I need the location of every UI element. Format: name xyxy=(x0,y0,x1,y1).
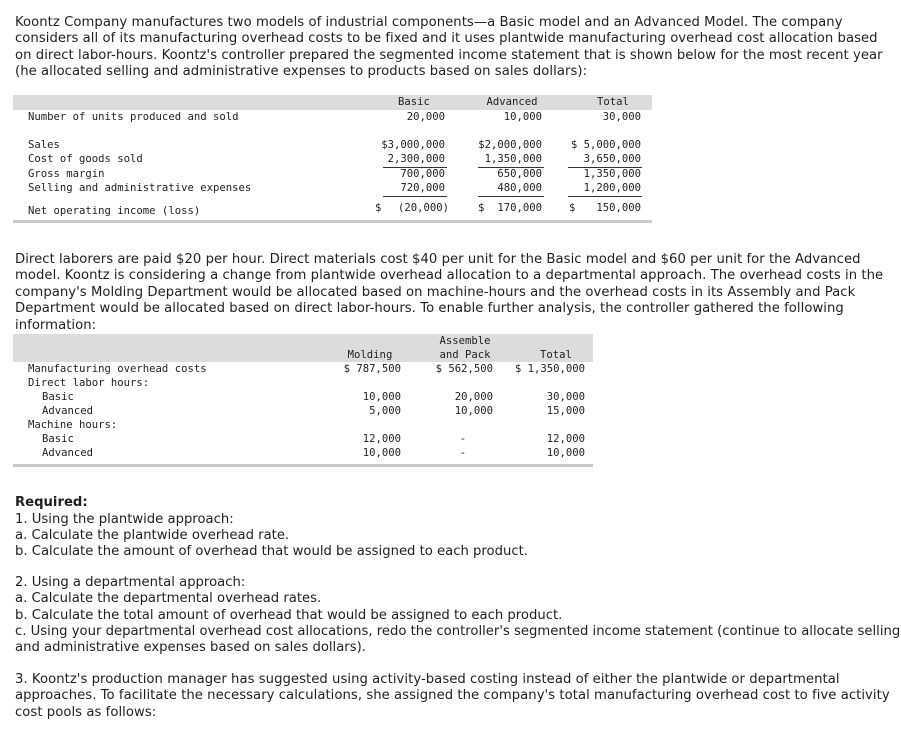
dlh-basic-molding: 10,000 xyxy=(362,391,401,403)
mh-advanced-total: 10,000 xyxy=(546,447,585,459)
net-advanced-sign: $ xyxy=(478,202,485,214)
col-header-total: Total xyxy=(540,349,572,361)
required-line: c. Using your departmental overhead cost allocations, redo the controller's segmented income statement (continue to allocate selling xyxy=(15,624,901,639)
table-header-band xyxy=(13,334,593,362)
units-label: Number of units produced and sold xyxy=(28,111,239,123)
overhead-label: Manufacturing overhead costs xyxy=(28,363,207,375)
col-header-basic: Basic xyxy=(398,96,430,108)
dlh-basic-assemble: 20,000 xyxy=(454,391,493,403)
row-label-sales: Sales xyxy=(28,139,60,151)
underline xyxy=(568,196,642,197)
department-overhead-table xyxy=(13,333,593,473)
intro-paragraph: Koontz Company manufactures two models of industrial components—a Basic model and an Advanced Model. The company considers all of its manufacturing overhead costs to be fixed and it uses plantwide manufacturing overhead cost allocation based on direct labor-hours. Koontz's controller prepared the segmented income statement that is shown below for the most recent year (he allocated selling and administrative expenses to products based on sales dollars): xyxy=(15,15,883,80)
dlh-advanced-label: Advanced xyxy=(42,405,94,417)
mh-label: Machine hours: xyxy=(28,419,118,431)
table-bottom-rule xyxy=(13,464,593,467)
income-statement-table xyxy=(13,95,652,224)
overhead-assemble: $ 562,500 xyxy=(435,363,493,375)
required-line: 1. Using the plantwide approach: xyxy=(15,512,234,527)
sales-advanced: $2,000,000 xyxy=(478,139,542,151)
col-header-advanced: Advanced xyxy=(486,96,538,108)
mh-advanced-assemble: - xyxy=(459,447,467,459)
required-line: a. Calculate the plantwide overhead rate. xyxy=(15,528,290,543)
question-3: 3. Koontz's production manager has suggested using activity-based costing instead of either the plantwide or departmental approaches. To facilitate the necessary calculations, she assigned the company's total manufacturing overhead cost to five activity cost pools as follows: xyxy=(15,672,890,720)
overhead-total: $ 1,350,000 xyxy=(514,363,585,375)
cogs-advanced: 1,350,000 xyxy=(484,153,542,165)
net-basic-sign: $ xyxy=(375,202,382,214)
underline xyxy=(383,196,447,197)
sales-basic: $3,000,000 xyxy=(381,139,445,151)
paragraph-2: Direct laborers are paid $20 per hour. Direct materials cost $40 per unit for the Basic model and $60 per unit for the Advanced model. Koontz is considering a change from plantwide overhead allocation to a departmental approach. The overhead costs in the company's Molding Department would be allocated based on machine-hours and the overhead costs in its Assembly and Pack Department would be allocated based on direct labor-hours. To enable further analysis, the controller gathered the following information: xyxy=(15,252,884,333)
required-line: and administrative expenses based on sales dollars). xyxy=(15,640,366,655)
table-bottom-rule xyxy=(13,220,652,223)
dlh-advanced-total: 15,000 xyxy=(546,405,585,417)
mh-advanced-label: Advanced xyxy=(42,447,94,459)
required-line: b. Calculate the amount of overhead that would be assigned to each product. xyxy=(15,544,528,559)
sales-total: $ 5,000,000 xyxy=(570,139,641,151)
mh-basic-label: Basic xyxy=(42,433,74,445)
row-label-gross-margin: Gross margin xyxy=(28,168,105,180)
overhead-molding: $ 787,500 xyxy=(343,363,401,375)
mh-basic-total: 12,000 xyxy=(546,433,585,445)
required-heading: Required: xyxy=(15,495,88,510)
dlh-advanced-assemble: 10,000 xyxy=(454,405,493,417)
net-total-sign: $ xyxy=(569,202,576,214)
row-label-net-income: Net operating income (loss) xyxy=(28,205,201,217)
units-basic: 20,000 xyxy=(406,111,445,123)
required-line: 2. Using a departmental approach: xyxy=(15,575,246,590)
required-line: a. Calculate the departmental overhead rates. xyxy=(15,591,322,606)
dlh-basic-total: 30,000 xyxy=(546,391,585,403)
col-header-molding: Molding xyxy=(347,349,393,361)
cogs-basic: 2,300,000 xyxy=(387,153,445,165)
sga-advanced: 480,000 xyxy=(497,182,542,194)
dlh-basic-label: Basic xyxy=(42,391,74,403)
gm-basic: 700,000 xyxy=(400,168,445,180)
units-total: 30,000 xyxy=(602,111,641,123)
underline xyxy=(478,196,544,197)
net-advanced: 170,000 xyxy=(497,202,542,214)
net-total: 150,000 xyxy=(596,202,641,214)
mh-basic-assemble: - xyxy=(459,433,467,445)
cogs-total: 3,650,000 xyxy=(583,153,641,165)
gm-advanced: 650,000 xyxy=(497,168,542,180)
dlh-label: Direct labor hours: xyxy=(28,377,150,389)
col-header-assemble-1: Assemble xyxy=(439,335,491,347)
row-label-cogs: Cost of goods sold xyxy=(28,153,143,165)
dlh-advanced-molding: 5,000 xyxy=(369,405,401,417)
col-header-assemble-2: and Pack xyxy=(439,349,491,361)
required-line: b. Calculate the total amount of overhead that would be assigned to each product. xyxy=(15,608,563,623)
sga-total: 1,200,000 xyxy=(583,182,641,194)
mh-advanced-molding: 10,000 xyxy=(362,447,401,459)
net-basic: (20,000) xyxy=(397,202,449,214)
sga-basic: 720,000 xyxy=(400,182,445,194)
row-label-sga: Selling and administrative expenses xyxy=(28,182,252,194)
col-header-total: Total xyxy=(597,96,629,108)
mh-basic-molding: 12,000 xyxy=(362,433,401,445)
units-advanced: 10,000 xyxy=(503,111,542,123)
table-header-band xyxy=(13,95,652,110)
gm-total: 1,350,000 xyxy=(583,168,641,180)
